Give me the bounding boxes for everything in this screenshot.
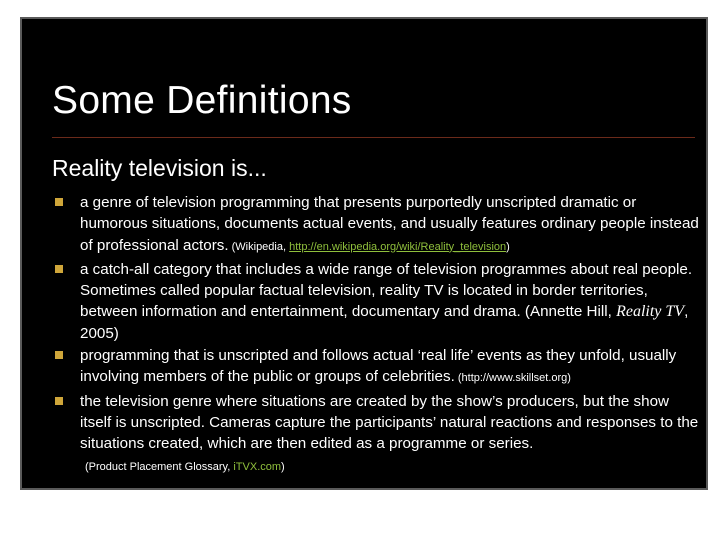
wikipedia-link[interactable]: http://en.wikipedia.org/wiki/Reality_television [289, 240, 507, 253]
citation-prefix: (Annette Hill, [520, 303, 617, 321]
definition-item [50, 192, 700, 258]
citation-close: ) [506, 240, 510, 253]
definition-item [50, 259, 700, 344]
square-bullet-icon [55, 198, 63, 206]
definition-list [50, 192, 700, 479]
definition-text: a catch-all category that includes a wide range of television programmes about real people. Sometimes called popular factual television, reality TV is located in border territories, between information and entertainment, documentary and drama. [80, 260, 693, 321]
citation-book-title: Reality TV [616, 303, 685, 321]
definition-item [50, 391, 700, 478]
square-bullet-icon [55, 265, 63, 273]
citation-open: (Wikipedia, [228, 240, 290, 253]
slide [20, 17, 708, 490]
definition-item [50, 345, 700, 390]
itvx-link[interactable]: iTVX.com [233, 460, 282, 473]
square-bullet-icon [55, 397, 63, 405]
slide-title: Some Definitions [52, 79, 352, 122]
square-bullet-icon [55, 351, 63, 359]
title-divider [52, 137, 695, 138]
slide-heading: Reality television is... [52, 155, 267, 181]
citation-suffix: , 2005) [80, 303, 689, 342]
citation-url: (http://www.skillset.org) [454, 372, 571, 385]
definition-text: the television genre where situations are created by the show’s producers, but the show itself is unscripted. Cameras capture the participants’ natural reactions and responses to the situations created, which are then edited as a programme or series. [80, 392, 699, 453]
citation-line [80, 457, 700, 478]
citation-open: (Product Placement Glossary, [85, 460, 234, 473]
citation-close: ) [281, 460, 285, 473]
definition-text: a genre of television programming that presents purportedly unscripted dramatic or humorous situations, documents actual events, and usually features ordinary people instead of professional actors. [80, 194, 699, 254]
definition-text: programming that is unscripted and follows actual ‘real life’ events as they unfold, usually involving members of the public or groups of celebrities. [80, 347, 677, 386]
